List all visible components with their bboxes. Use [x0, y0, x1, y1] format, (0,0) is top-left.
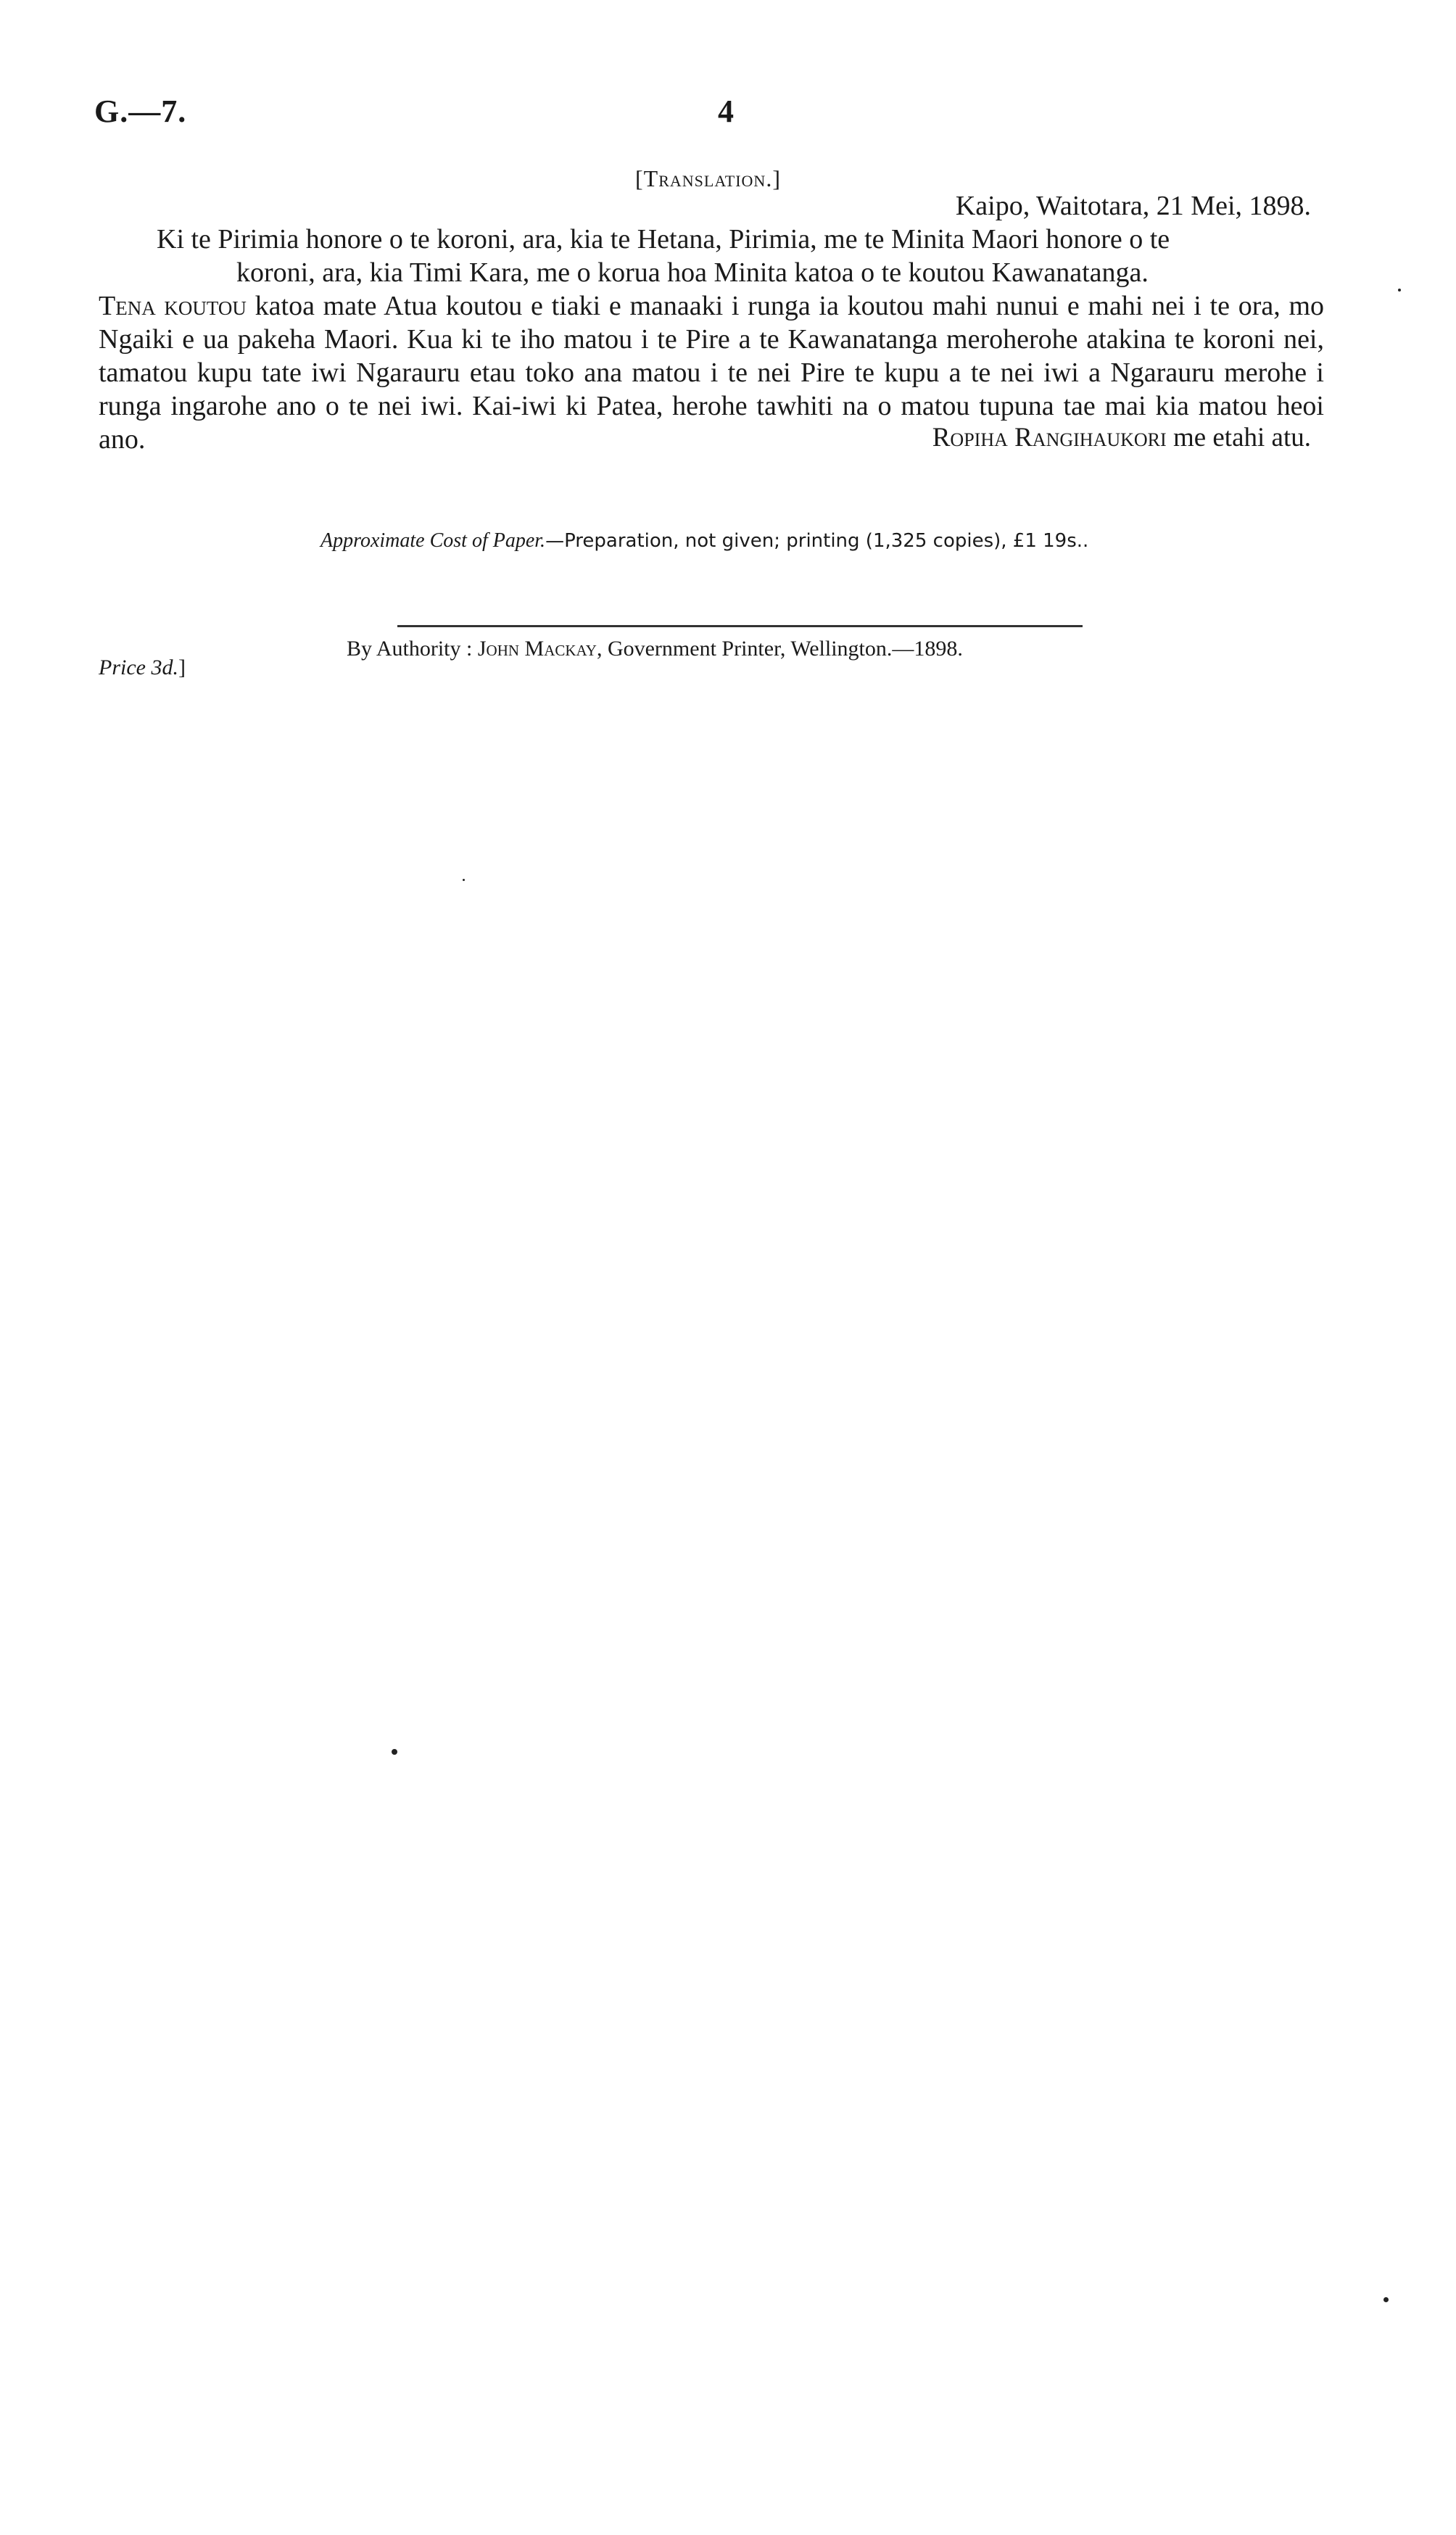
- horizontal-rule: [397, 625, 1083, 627]
- printer-name: John Mackay: [477, 637, 597, 661]
- scan-speck: [463, 879, 465, 881]
- document-reference: G.—7.: [94, 94, 187, 129]
- authority-prefix: By Authority :: [347, 637, 478, 661]
- price: [99, 656, 186, 680]
- body-opening: Tena koutou: [99, 291, 247, 321]
- price-label: Price 3d.: [99, 656, 178, 679]
- letter-address: [99, 223, 1324, 289]
- translation-label: [Translation.]: [635, 165, 781, 191]
- cost-note-text: —Preparation, not given; printing (1,325 copies), £1 19s..: [545, 530, 1089, 552]
- signature: [932, 422, 1311, 453]
- address-line-1: Ki te Pirimia honore o te koroni, ara, kia te Hetana, Pirimia, me te Minita Maori honore o te: [157, 224, 1170, 255]
- address-line-2: koroni, ara, kia Timi Kara, me o korua hoa Minita katoa o te koutou Kawanatanga.: [236, 257, 1149, 288]
- place-date: Kaipo, Waitotara, 21 Mei, 1898.: [955, 191, 1311, 221]
- price-bracket: ]: [178, 656, 186, 679]
- cost-of-paper-note: [320, 529, 1088, 553]
- scan-speck: [392, 1749, 397, 1755]
- printer-authority: [347, 637, 963, 661]
- scan-speck: [1383, 2297, 1389, 2302]
- page-number: 4: [718, 94, 734, 129]
- signature-suffix: me etahi atu.: [1166, 423, 1311, 452]
- cost-note-label: Approximate Cost of Paper.: [320, 529, 546, 552]
- body-text: katoa mate Atua koutou e tiaki e manaaki i runga ia koutou mahi nunui e mahi nei i te ora, mo Ngaiki e ua pakeha Maori. Kua ki te iho matou i te Pire a te Kawanatanga meroherohe atakina te koroni nei, tamatou kupu tate iwi Ngarauru etau toko ana matou i te nei Pire te kupu a te nei iwi a Ngarauru merohe i runga ingarohe ano o te nei iwi. Kai-iwi ki Patea, herohe tawhiti na o matou tupuna tae mai kia matou heoi ano.: [99, 291, 1325, 455]
- signatory-name: Ropiha Rangihaukori: [932, 423, 1167, 452]
- authority-suffix: , Government Printer, Wellington.—1898.: [596, 637, 963, 661]
- scan-speck: [1398, 289, 1401, 291]
